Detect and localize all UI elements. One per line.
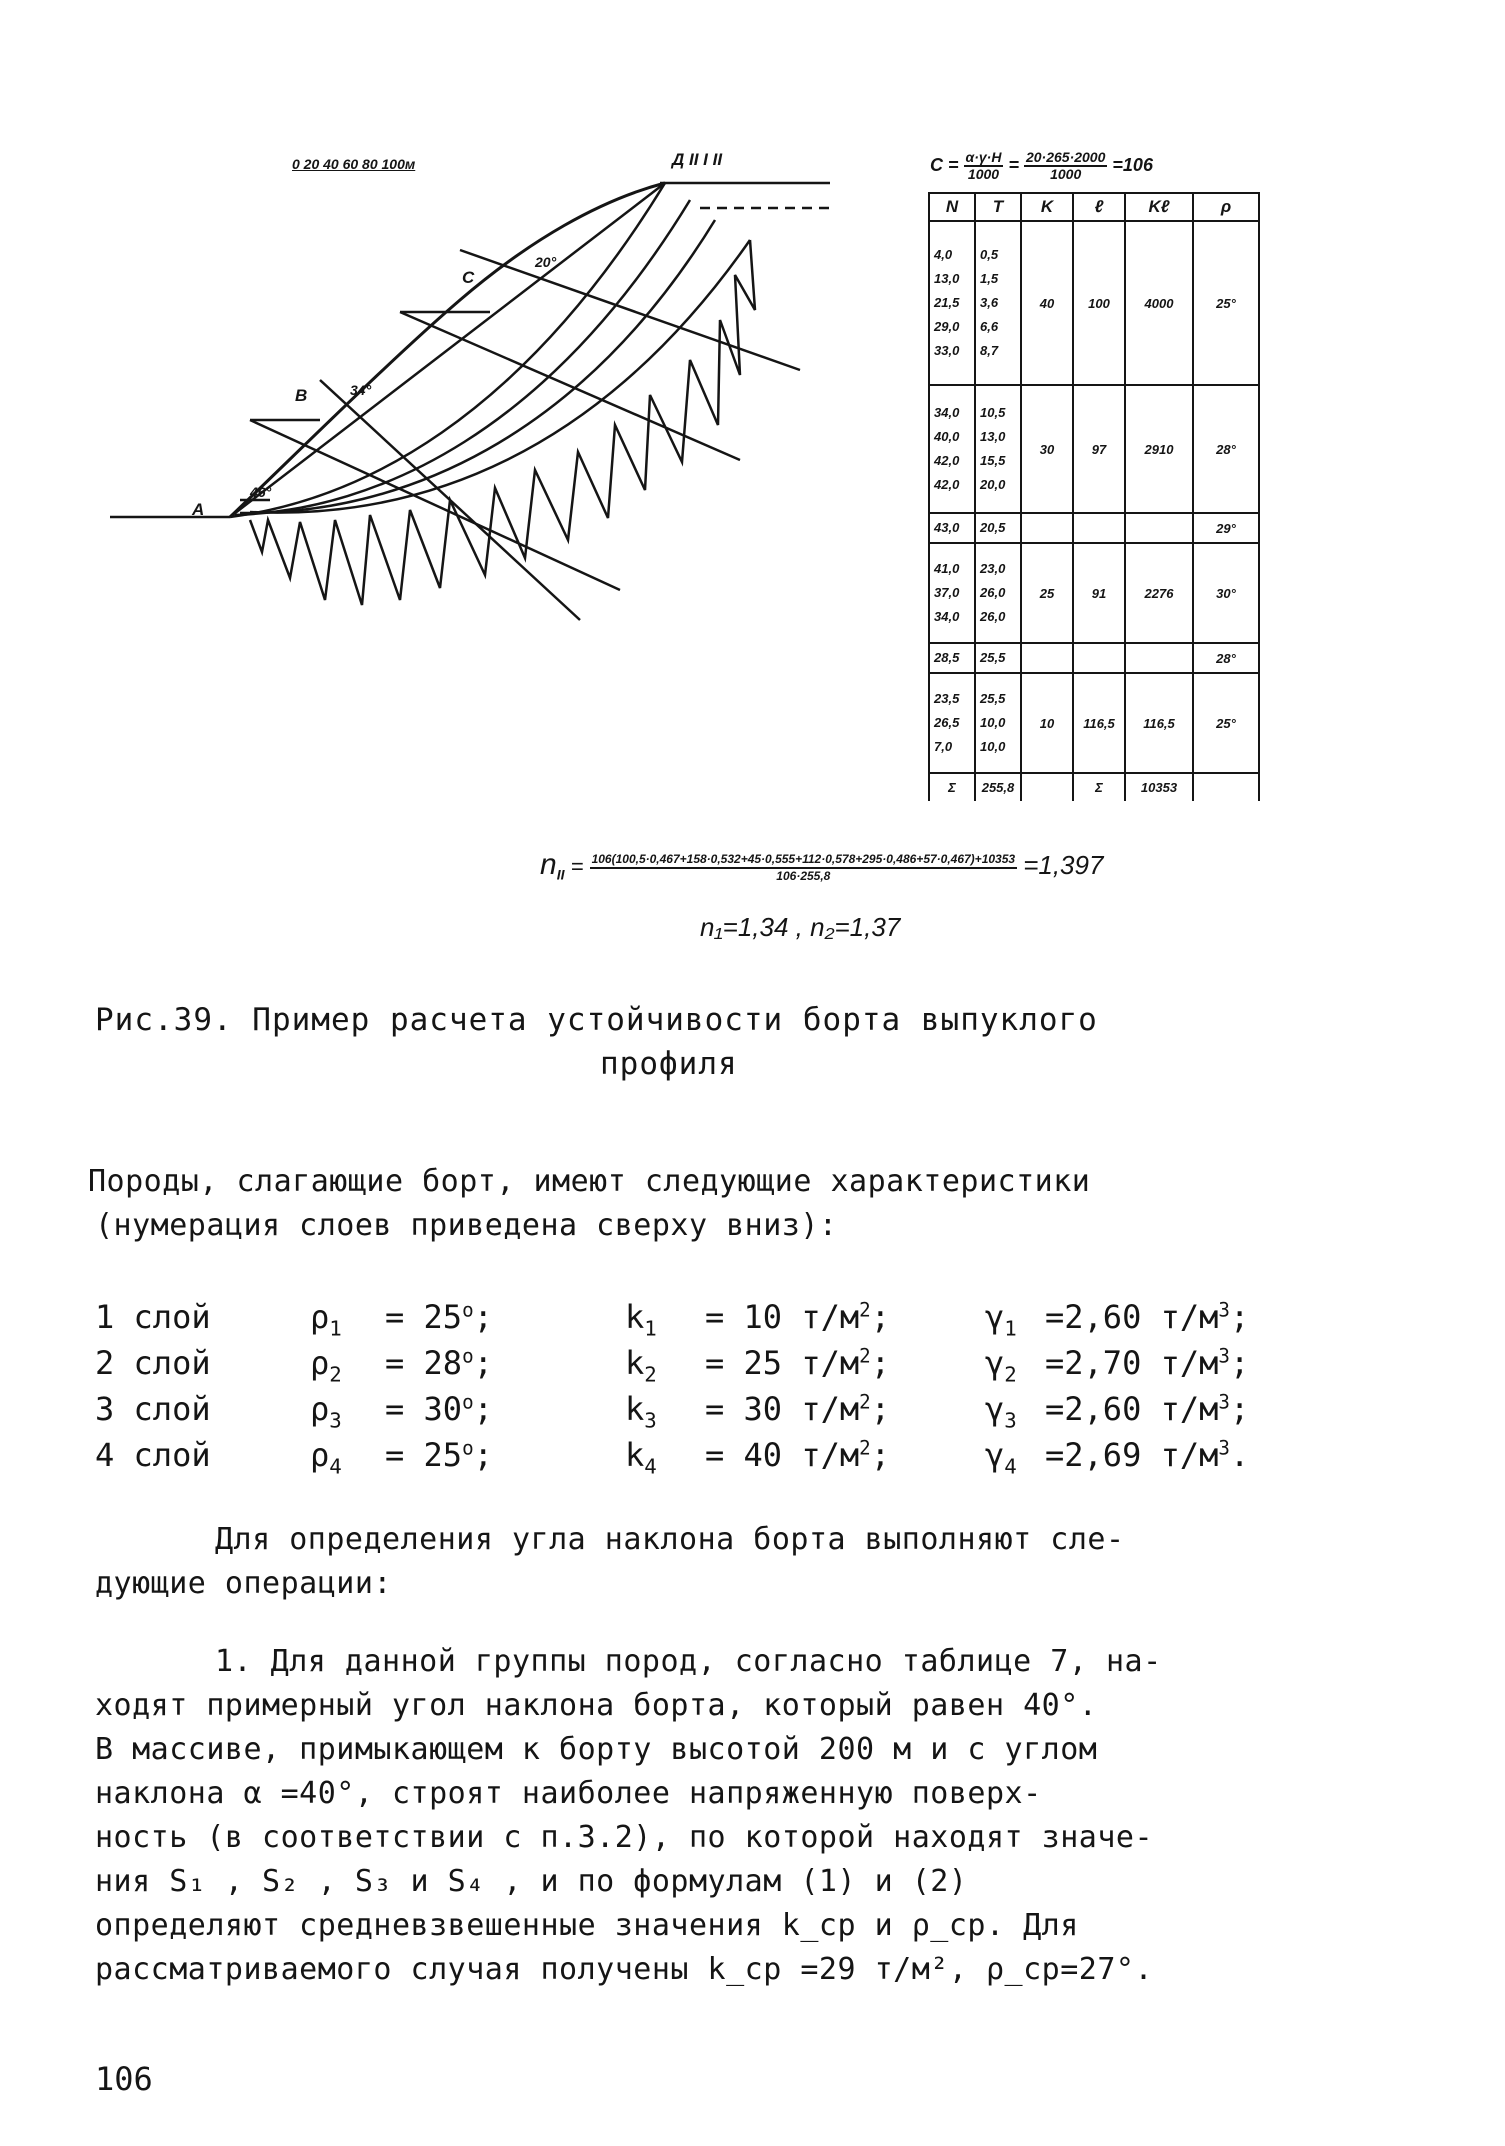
cell-l-group-2: 97 [1073, 385, 1125, 513]
rho-symbol: ρ [310, 1390, 330, 1428]
cell-value: 15,5 [980, 453, 1006, 468]
n-formula: $n_{II}$ = 106(100,5·0,467+158·0,532+45·0,555+112·0,578+295·0,486+57·0,467)+10353 106·255,8 =1,397 [540, 848, 1104, 884]
section-labels: Д II I II [672, 150, 723, 169]
n-formula-result: =1,397 [1023, 850, 1104, 880]
cell-value: 7,0 [934, 739, 953, 754]
cell-value: 4,0 [934, 247, 953, 262]
step1-line-8: рассматриваемого случая получены k_ср =29 т/м², ρ_ср=27°. [95, 1952, 1154, 1987]
cell-K-group-3 [1021, 513, 1073, 543]
cell-K-group-2: 30 [1021, 385, 1073, 513]
cell-p-group-5: 28° [1193, 643, 1259, 673]
header-l: ℓ [1073, 193, 1125, 221]
page-number: 106 [95, 2060, 153, 2098]
cell-Kl-sum: 10353 [1125, 773, 1193, 801]
cell-Kl-group-1: 4000 [1125, 221, 1193, 385]
n-formula-fraction [590, 852, 1017, 884]
table-row-group-4 [929, 543, 1259, 643]
layer-row-1: 1 слой $\rho_1$ = $25^o$; $k_1$ = 10 $т/м^2$; $\gamma_1$ =2,60 $т/м^3$; [95, 1298, 1250, 1341]
cell-value: 42,0 [934, 453, 960, 468]
cell-value: 8,7 [980, 343, 999, 358]
header-p: ρ [1193, 193, 1259, 221]
layer-name: 2 слой [95, 1344, 211, 1382]
rho-index: 1 [329, 1316, 342, 1341]
scale-bar-label: 0 20 40 60 80 100м [292, 156, 416, 172]
rho-index: 4 [329, 1454, 342, 1479]
cell-value: 21,5 [934, 295, 960, 310]
gamma-symbol: γ [985, 1436, 1005, 1474]
angle-label-A: 46° [250, 484, 272, 500]
cell-N-sum: Σ [929, 773, 975, 801]
rho-symbol: ρ [310, 1298, 330, 1336]
cohesion-result: =106 [1112, 154, 1153, 175]
gamma-value: =2,60 т/м [1045, 1390, 1219, 1428]
cell-p-sum [1193, 773, 1259, 801]
cell-K-group-6: 10 [1021, 673, 1073, 773]
cell-value: 26,0 [980, 585, 1006, 600]
cell-value: 10,5 [980, 405, 1006, 420]
cell-p-group-2: 28° [1193, 385, 1259, 513]
para2-line-2: дующие операции: [95, 1566, 392, 1601]
slope-profile-diagram [100, 170, 840, 640]
layer-name: 4 слой [95, 1436, 211, 1474]
rho-value: = 30 [385, 1390, 463, 1428]
cell-value: 0,5 [980, 247, 999, 262]
cell-value: 10,0 [980, 715, 1006, 730]
cell-T-group-1 [975, 221, 1021, 385]
cohesion-lhs: С = [930, 154, 959, 175]
cell-N-group-3: 43,0 [929, 513, 975, 543]
cell-N-group-5: 28,5 [929, 643, 975, 673]
cell-p-group-6: 25° [1193, 673, 1259, 773]
k-symbol: k [625, 1436, 645, 1474]
cell-T-group-3: 20,5 [975, 513, 1021, 543]
gamma-index: 1 [1004, 1316, 1017, 1341]
cell-value: 34,0 [934, 405, 960, 420]
cell-l-sum: Σ [1073, 773, 1125, 801]
cell-K-group-5 [1021, 643, 1073, 673]
cell-T-group-6 [975, 673, 1021, 773]
gamma-symbol: γ [985, 1298, 1005, 1336]
cell-p-group-4: 30° [1193, 543, 1259, 643]
angle-label-C: 20° [535, 254, 557, 270]
n-results: n₁=1,34 , n₂=1,37 [700, 912, 901, 942]
cell-Kl-group-2: 2910 [1125, 385, 1193, 513]
table-row-group-1 [929, 221, 1259, 385]
row-end: ; [1229, 1298, 1250, 1336]
header-N: N [929, 193, 975, 221]
rho-symbol: ρ [310, 1436, 330, 1474]
step1-line-4: наклона α =40°, строят наиболее напряженную поверх- [95, 1776, 1042, 1811]
header-T: T [975, 193, 1021, 221]
k-index: 2 [644, 1362, 657, 1387]
table-row-group-6 [929, 673, 1259, 773]
point-label-B: В [295, 386, 308, 405]
k-value: = 40 т/м [705, 1436, 860, 1474]
cell-value: 13,0 [934, 271, 960, 286]
k-symbol: k [625, 1390, 645, 1428]
cell-value: 34,0 [934, 609, 960, 624]
k-index: 4 [644, 1454, 657, 1479]
layer-row-4: 4 слой $\rho_4$ = $25^o$; $k_4$ = 40 $т/м^2$; $\gamma_4$ =2,69 $т/м^3$. [95, 1436, 1250, 1479]
header-K: K [1021, 193, 1073, 221]
cohesion-fraction-2 [1024, 150, 1107, 182]
step1-line-5: ность (в соответствии с п.3.2), по которой находят значе- [95, 1820, 1154, 1855]
cell-value: 6,6 [980, 319, 999, 334]
cohesion-fraction-1 [964, 150, 1004, 182]
step1-line-3: В массиве, примыкающем к борту высотой 200 м и с углом [95, 1732, 1098, 1767]
intro-line-2: (нумерация слоев приведена сверху вниз): [95, 1208, 838, 1243]
cell-l-group-1: 100 [1073, 221, 1125, 385]
gamma-index: 2 [1004, 1362, 1017, 1387]
normal-line-3 [460, 250, 800, 370]
header-Kl: Kℓ [1125, 193, 1193, 221]
row-end: . [1229, 1436, 1250, 1474]
cell-T-group-2 [975, 385, 1021, 513]
rho-value: = 25 [385, 1298, 463, 1336]
cell-N-group-1 [929, 221, 975, 385]
k-value: = 10 т/м [705, 1298, 860, 1336]
k-symbol: k [625, 1298, 645, 1336]
n-formula-lhs: n [540, 848, 557, 881]
cell-N-group-4 [929, 543, 975, 643]
layer-name: 1 слой [95, 1298, 211, 1336]
cell-Kl-group-6: 116,5 [1125, 673, 1193, 773]
cell-value: 10,0 [980, 739, 1006, 754]
k-index: 3 [644, 1408, 657, 1433]
cell-value: 26,5 [934, 715, 960, 730]
gamma-symbol: γ [985, 1390, 1005, 1428]
cohesion-num-2: 20·265·2000 [1025, 149, 1106, 165]
table-row-group-5 [929, 643, 1259, 673]
step1-line-6: ния S₁ , S₂ , S₃ и S₄ , и по формулам (1) и (2) [95, 1864, 968, 1899]
step1-line-2: ходят примерный угол наклона борта, который равен 40°. [95, 1688, 1098, 1723]
cell-p-group-1: 25° [1193, 221, 1259, 385]
cell-l-group-6: 116,5 [1073, 673, 1125, 773]
layer-name: 3 слой [95, 1390, 211, 1428]
cell-value: 40,0 [934, 429, 960, 444]
cell-value: 26,0 [980, 609, 1006, 624]
cell-K-group-4: 25 [1021, 543, 1073, 643]
cohesion-den-1: 1000 [967, 166, 1000, 182]
point-label-C: С [462, 268, 475, 287]
rho-value: = 25 [385, 1436, 463, 1474]
step1-line-7: определяют средневзвешенные значения k_ср и ρ_ср. Для [95, 1908, 1079, 1943]
cell-N-group-6 [929, 673, 975, 773]
cell-T-sum: 255,8 [975, 773, 1021, 801]
gamma-value: =2,70 т/м [1045, 1344, 1219, 1382]
layer-row-3: 3 слой $\rho_3$ = $30^o$; $k_3$ = 30 $т/м^2$; $\gamma_3$ =2,60 $т/м^3$; [95, 1390, 1250, 1433]
n-formula-denominator: 106·255,8 [776, 869, 831, 884]
cell-value: 33,0 [934, 343, 960, 358]
intro-line-1: Породы, слагающие борт, имеют следующие характеристики [88, 1164, 1091, 1199]
stress-diagram [250, 240, 755, 605]
cell-Kl-group-3 [1125, 513, 1193, 543]
point-label-A: А [192, 500, 205, 519]
gamma-value: =2,69 т/м [1045, 1436, 1219, 1474]
table-row-group-3 [929, 513, 1259, 543]
normal-line-1 [250, 420, 620, 590]
cell-l-group-5 [1073, 643, 1125, 673]
para2-line-1: Для определения угла наклона борта выполняют сле- [215, 1522, 1125, 1557]
cell-value: 3,6 [980, 295, 999, 310]
slip-surface-3 [240, 220, 715, 513]
gamma-index: 3 [1004, 1408, 1017, 1433]
gamma-symbol: γ [985, 1344, 1005, 1382]
cell-value: 41,0 [934, 561, 960, 576]
layer-row-2: 2 слой $\rho_2$ = $28^o$; $k_2$ = 25 $т/м^2$; $\gamma_2$ =2,70 $т/м^3$; [95, 1344, 1250, 1387]
figure-caption-line-1: Рис.39. Пример расчета устойчивости борта выпуклого [95, 1002, 1098, 1038]
cell-T-group-5: 25,5 [975, 643, 1021, 673]
cell-K-sum [1021, 773, 1073, 801]
cell-Kl-group-4: 2276 [1125, 543, 1193, 643]
angle-label-B: 34° [350, 382, 372, 398]
rho-symbol: ρ [310, 1344, 330, 1382]
table-row-group-2 [929, 385, 1259, 513]
k-symbol: k [625, 1344, 645, 1382]
cell-value: 37,0 [934, 585, 960, 600]
cohesion-den-2: 1000 [1050, 166, 1082, 182]
cell-l-group-3 [1073, 513, 1125, 543]
cell-value: 23,0 [980, 561, 1006, 576]
calculation-table [928, 192, 1260, 801]
cell-value: 20,0 [980, 477, 1006, 492]
step1-line-1: 1. Для данной группы пород, согласно таблице 7, на- [215, 1644, 1162, 1679]
k-value: = 30 т/м [705, 1390, 860, 1428]
n-formula-lhs-sub: II [556, 866, 565, 883]
k-index: 1 [644, 1316, 657, 1341]
cell-value: 42,0 [934, 477, 960, 492]
k-value: = 25 т/м [705, 1344, 860, 1382]
cohesion-formula: С = $\frac{\alpha\cdot\gamma\cdot H}{1000}$ = $\frac{20\cdot 265\cdot 2000}{1000}$ =106 [930, 149, 1153, 182]
chord-line [230, 183, 665, 517]
figure-caption-line-2: профиля [600, 1046, 738, 1082]
cell-value: 13,0 [980, 429, 1006, 444]
rho-index: 2 [329, 1362, 342, 1387]
cell-value: 25,5 [980, 691, 1006, 706]
cell-value: 23,5 [934, 691, 960, 706]
cell-value: 29,0 [934, 319, 960, 334]
cell-T-group-4 [975, 543, 1021, 643]
n-formula-numerator: 106(100,5·0,467+158·0,532+45·0,555+112·0,578+295·0,486+57·0,467)+10353 [590, 852, 1017, 869]
row-end: ; [1229, 1344, 1250, 1382]
table-row-sum [929, 773, 1259, 801]
cell-p-group-3: 29° [1193, 513, 1259, 543]
cell-value: 1,5 [980, 271, 999, 286]
row-end: ; [1229, 1390, 1250, 1428]
gamma-index: 4 [1004, 1454, 1017, 1479]
cell-K-group-1: 40 [1021, 221, 1073, 385]
rho-value: = 28 [385, 1344, 463, 1382]
cell-l-group-4: 91 [1073, 543, 1125, 643]
cell-N-group-2 [929, 385, 975, 513]
cohesion-num-1: α·γ·H [965, 149, 1002, 165]
rho-index: 3 [329, 1408, 342, 1433]
cell-Kl-group-5 [1125, 643, 1193, 673]
gamma-value: =2,60 т/м [1045, 1298, 1219, 1336]
